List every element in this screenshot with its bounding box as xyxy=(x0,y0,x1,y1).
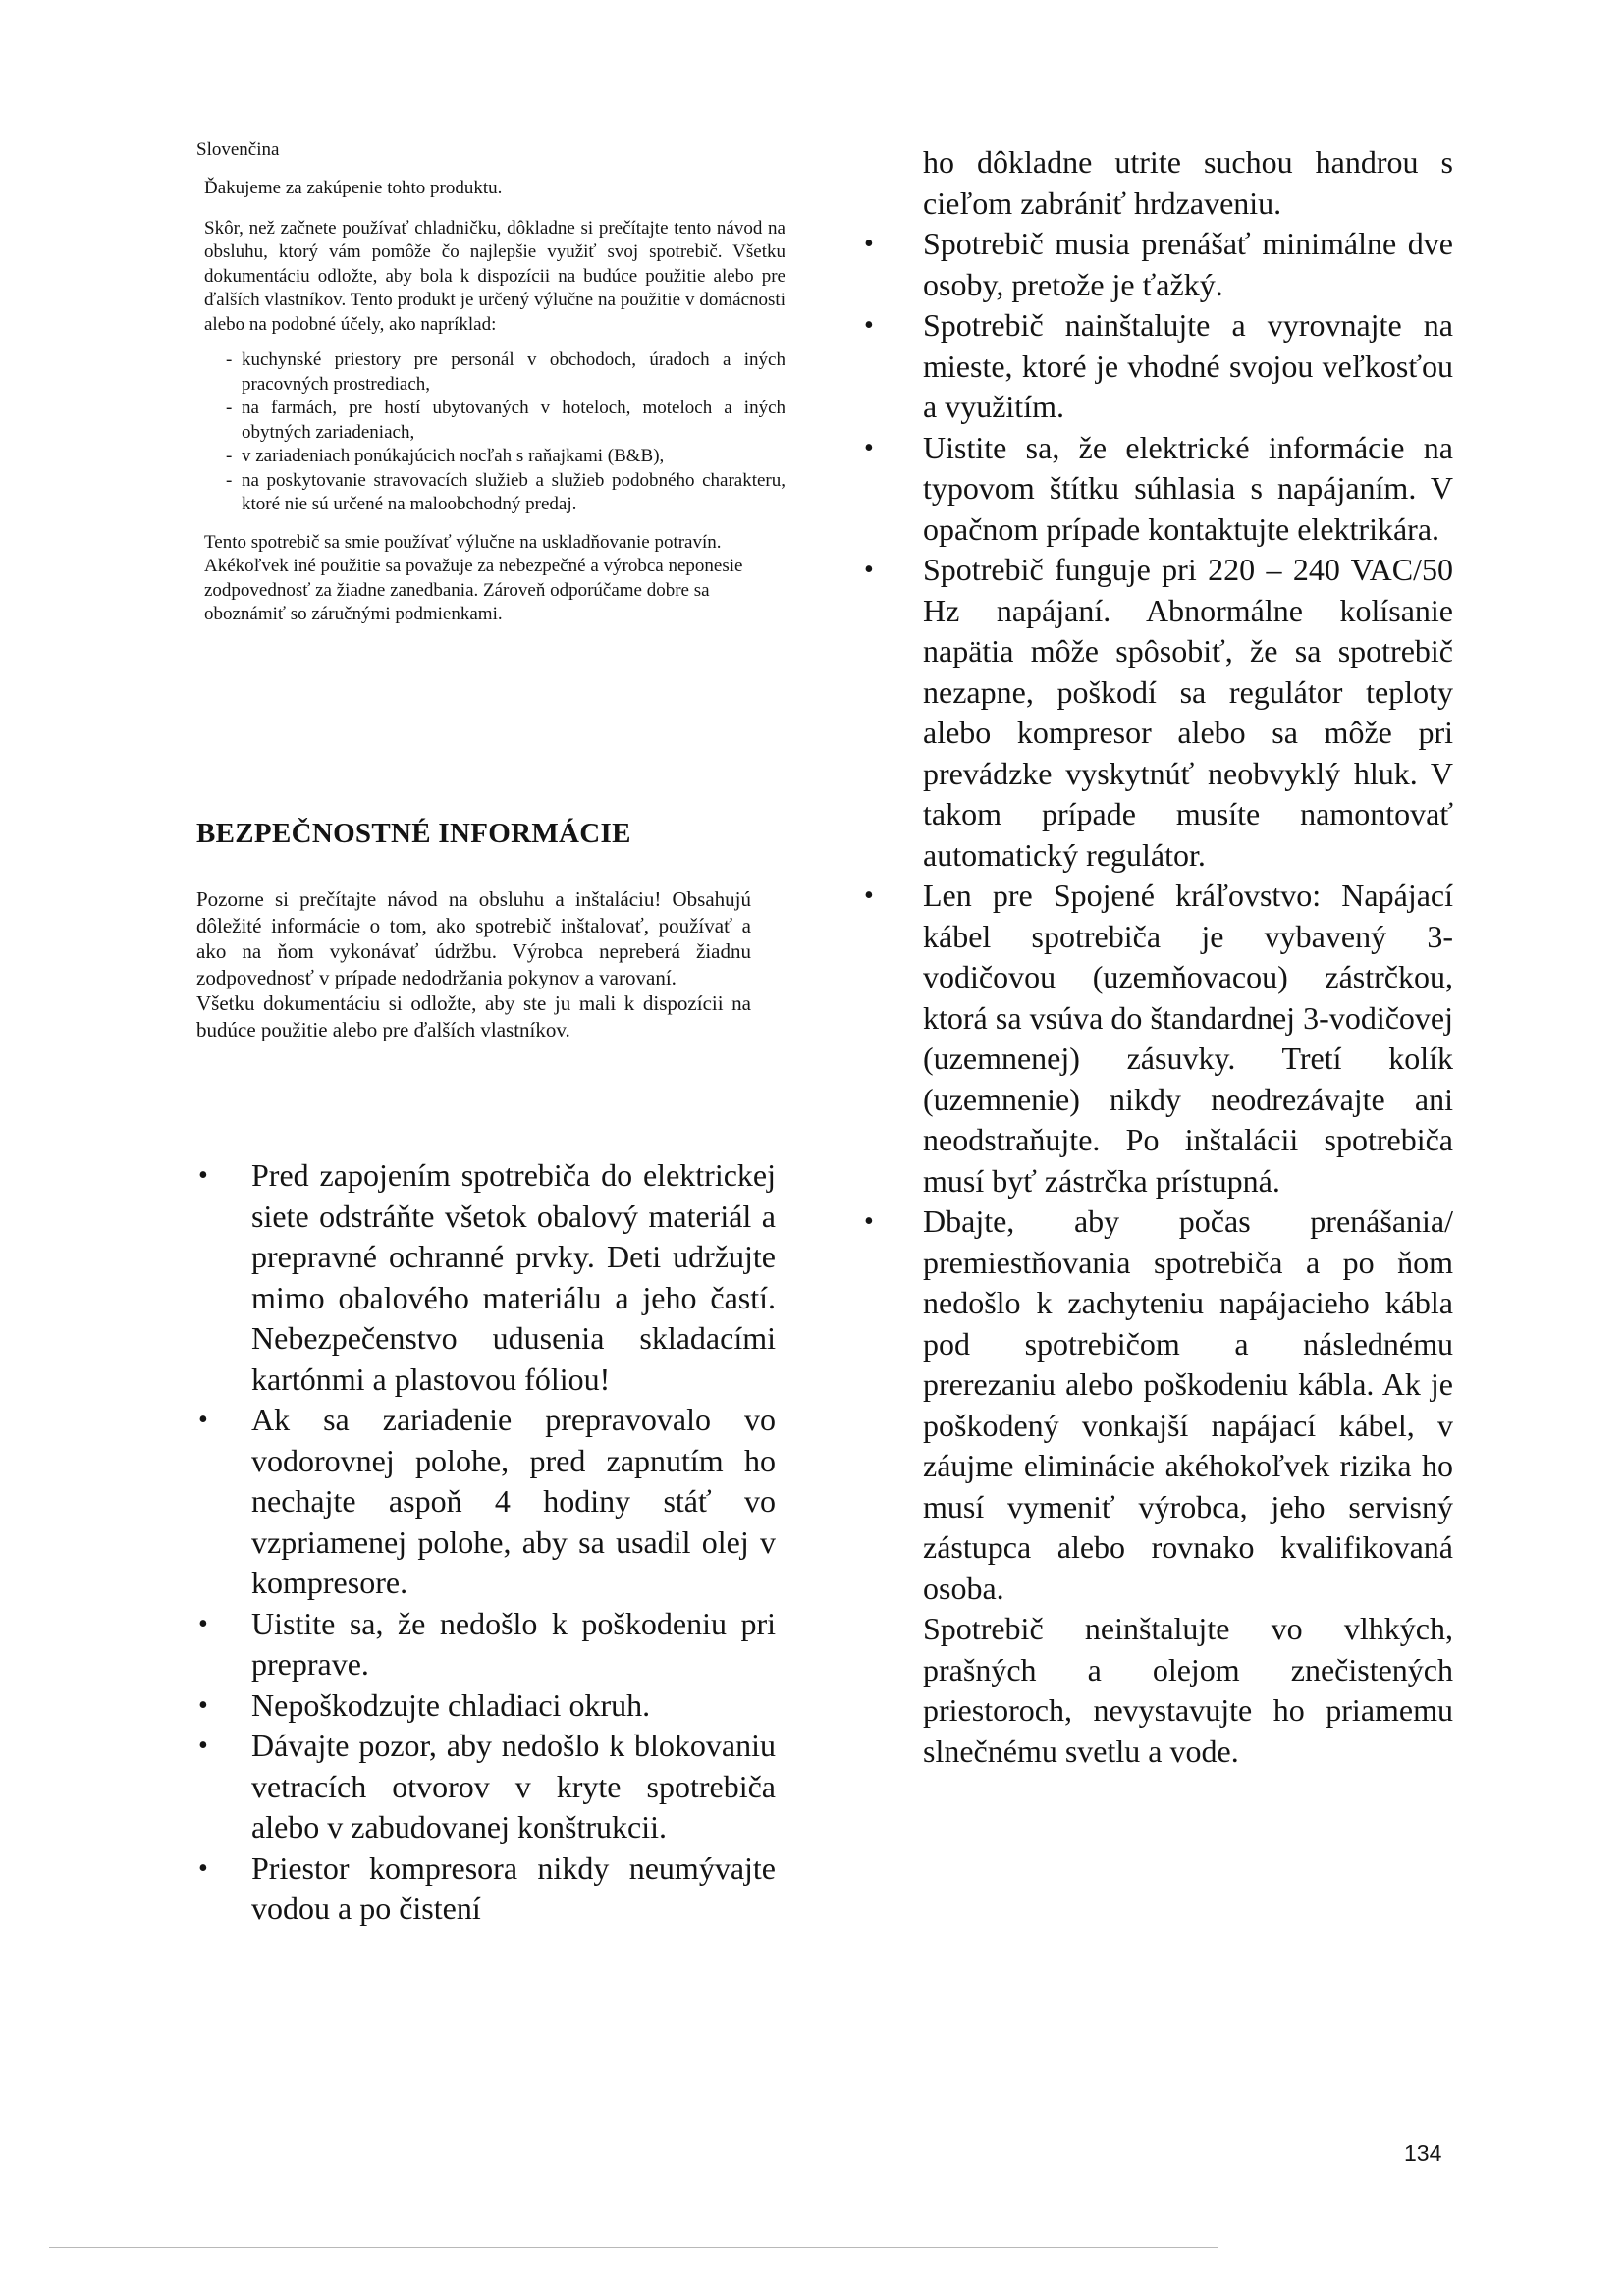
intro-lead: Skôr, než začnete používať chladničku, dôkladne si prečítajte tento návod na obsluhu, ktorý vám pomôže čo najlepšie využiť svoj spotrebič. Všetku dokumentáciu odložte, aby bola k dispozícii na budúce použitie alebo pre ďalších vlastníkov. Tento produkt je určený výlučne na použitie v domácnosti alebo na podobné účely, ako napríklad: xyxy=(204,217,785,335)
safety-item: • Spotrebič nainštalujte a vyrovnajte na mieste, ktoré je vhodné svojou veľkosťou a využitím. xyxy=(864,305,1453,428)
safety-warning xyxy=(196,886,751,1042)
safety-item: • Len pre Spojené kráľovstvo: Napájací kábel spotrebiča je vybavený 3-vodičovou (uzemňovacou) zástrčkou, ktorá sa vsúva do štandardnej 3-vodičovej (uzemnenej) zásuvky. Tretí kolík (uzemnenie) nikdy neodrezávajte ani neodstraňujte. Po inštalácii spotrebiča musí byť zástrčka prístupná. xyxy=(864,876,1453,1201)
safety-item: • Pred zapojením spotrebiča do elektrickej siete odstráňte všetok obalový materiál a prepravné ochranné prvky. Deti udržujte mimo obalového materiálu a jeho častí. Nebezpečenstvo udusenia skladacími kartónmi a plastovou fóliou! xyxy=(196,1155,776,1400)
safety-item: • Priestor kompresora nikdy neumývajte vodou a po čistení xyxy=(196,1848,776,1930)
safety-item: • Spotrebič funguje pri 220 – 240 VAC/50 Hz napájaní. Abnormálne kolísanie napätia môže spôsobiť, že sa spotrebič nezapne, poškodí sa regulátor teploty alebo kompresor alebo sa môže pri prevádzke vyskytnúť neobvyklý hluk. V takom prípade musíte namontovať automatický regulátor. xyxy=(864,550,1453,876)
intro-block xyxy=(196,177,785,627)
use-item: - kuchynské priestory pre personál v obchodoch, úradoch a iných pracovných prostrediach, xyxy=(226,348,785,397)
use-item: - na farmách, pre hostí ubytovaných v hoteloch, moteloch a iných obytných zariadeniach, xyxy=(226,397,785,445)
safety-item: • Dávajte pozor, aby nedošlo k blokovaniu vetracích otvorov v kryte spotrebiča alebo v zabudovanej konštrukcii. xyxy=(196,1726,776,1848)
intro-tail: Tento spotrebič sa smie používať výlučne na uskladňovanie potravín. Akékoľvek iné použitie sa považuje za nebezpečné a výrobca neponesie zodpovednosť za žiadne zanedbania. Zároveň odporúčame dobre sa oboznámiť so záručnými podmienkami. xyxy=(204,531,743,624)
section-title: BEZPEČNOSTNÉ INFORMÁCIE xyxy=(196,818,631,849)
safety-list-left xyxy=(196,1155,776,1930)
language-label: Slovenčina xyxy=(196,139,280,160)
thanks-text: Ďakujeme za zakúpenie tohto produktu. xyxy=(204,178,503,198)
safety-item: • Nepoškodzujte chladiaci okruh. xyxy=(196,1685,776,1727)
intended-use-list xyxy=(196,348,785,517)
safety-item: • Uistite sa, že nedošlo k poškodeniu pri preprave. xyxy=(196,1604,776,1685)
safety-item: • Spotrebič musia prenášať minimálne dve osoby, pretože je ťažký. xyxy=(864,224,1453,305)
safety-list-right xyxy=(864,224,1453,1609)
safety-item: • Ak sa zariadenie prepravovalo vo vodorovnej polohe, pred zapnutím ho nechajte aspoň 4 hodiny stáť vo vzpriamenej polohe, aby sa usadil olej v kompresore. xyxy=(196,1400,776,1604)
warning-paragraph: Pozorne si prečítajte návod na obsluhu a inštaláciu! Obsahujú dôležité informácie o tom, ako spotrebič inštalovať, používať a ako na ňom vykonávať údržbu. Výrobca nepreberá žiadnu zodpovednosť v prípade nedodržania pokynov a varovaní. xyxy=(196,887,751,989)
page-number: 134 xyxy=(1404,2140,1442,2165)
footer-divider xyxy=(49,2247,1218,2248)
safety-item: • Dbajte, aby počas prenášania/ premiestňovania spotrebiča a po ňom nedošlo k zachyteniu napájacieho kábla pod spotrebičom a následnému prerezaniu alebo poškodeniu kábla. Ak je poškodený vonkajší napájací kábel, v záujme eliminácie akéhokoľvek rizika ho musí vymeniť výrobca, jeho servisný zástupca alebo rovnako kvalifikovaná osoba. xyxy=(864,1201,1453,1609)
use-item: - v zariadeniach ponúkajúcich nocľah s raňajkami (B&B), xyxy=(226,445,785,469)
safety-list-right-wrapper xyxy=(864,142,1453,1772)
warning-paragraph: Všetku dokumentáciu si odložte, aby ste ju mali k dispozícii na budúce použitie alebo pre ďalších vlastníkov. xyxy=(196,991,751,1041)
final-paragraph: Spotrebič neinštalujte vo vlhkých, prašných a olejom znečistených priestoroch, nevystavujte ho priamemu slnečnému svetlu a vode. xyxy=(923,1611,1453,1769)
use-item: - na poskytovanie stravovacích služieb a služieb podobného charakteru, ktoré nie sú určené na maloobchodný predaj. xyxy=(226,469,785,517)
continued-text: ho dôkladne utrite suchou handrou s cieľom zabrániť hrdzaveniu. xyxy=(923,144,1453,221)
safety-item: • Uistite sa, že elektrické informácie na typovom štítku súhlasia s napájaním. V opačnom prípade kontaktujte elektrikára. xyxy=(864,428,1453,551)
